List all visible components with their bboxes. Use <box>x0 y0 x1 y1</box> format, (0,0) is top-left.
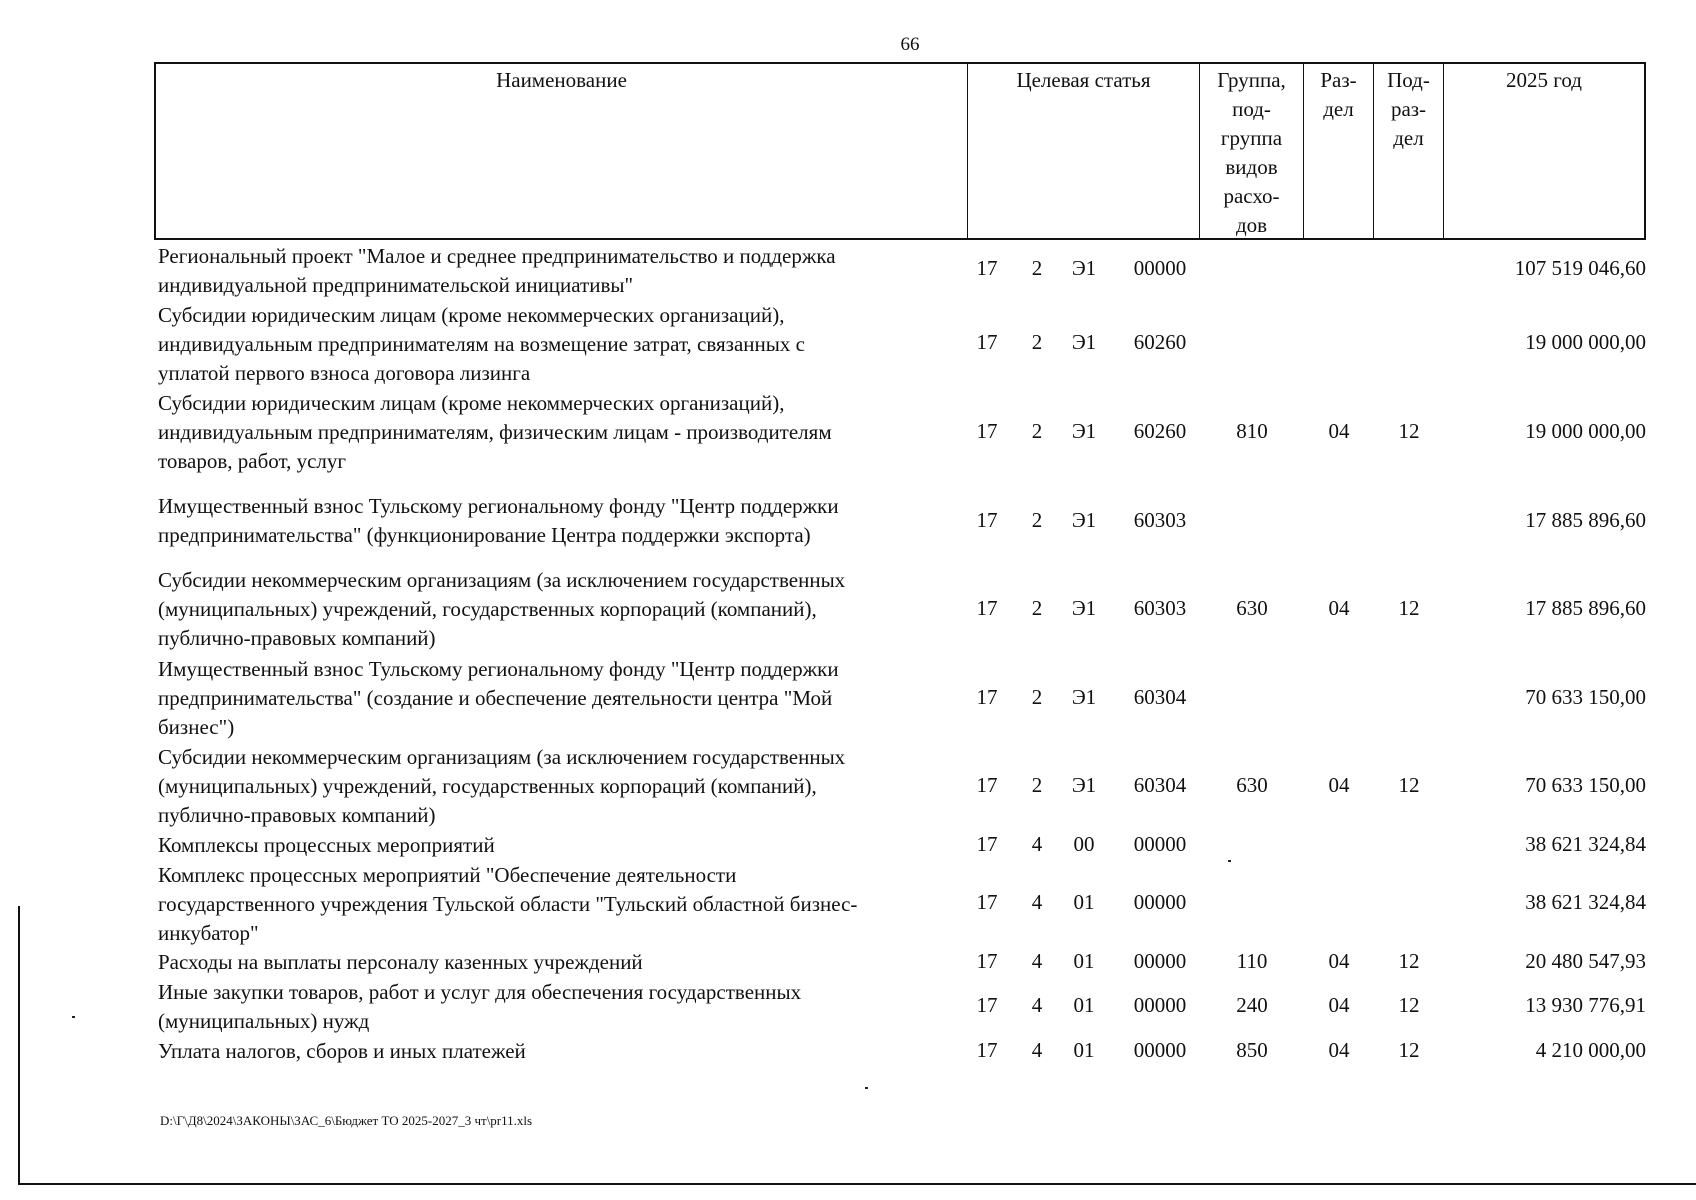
target-code-program: 17 <box>976 596 998 620</box>
scan-speck <box>1228 860 1231 862</box>
header-group-line: Группа, <box>1217 68 1286 92</box>
header-subsection <box>1374 64 1444 238</box>
amount-2025: 4 210 000,00 <box>1535 1038 1646 1062</box>
target-code-project: 01 <box>1073 993 1095 1017</box>
amount-2025: 17 885 896,60 <box>1525 508 1646 532</box>
scan-speck <box>865 1087 868 1089</box>
section-code: 04 <box>1328 596 1350 620</box>
target-code-project: Э1 <box>1071 256 1097 280</box>
target-code-direction: 00000 <box>1133 256 1187 280</box>
scan-left-edge <box>18 906 20 1184</box>
target-code-project: 00 <box>1073 832 1095 856</box>
header-section-line: дел <box>1323 97 1354 121</box>
row-name-line: инкубатор" <box>158 921 259 945</box>
subsection-code: 12 <box>1398 419 1420 443</box>
section-code: 04 <box>1328 419 1350 443</box>
header-group-line: дов <box>1235 213 1268 237</box>
target-code-program: 17 <box>976 330 998 354</box>
row-name-line: Расходы на выплаты персоналу казенных учреждений <box>158 950 643 974</box>
expense-group: 850 <box>1236 1038 1268 1062</box>
target-code-direction: 00000 <box>1133 949 1187 973</box>
amount-2025: 38 621 324,84 <box>1525 890 1646 914</box>
row-name-line: Имущественный взнос Тульскому региональному фонду "Центр поддержки <box>158 657 839 681</box>
footer-file-path: D:\Г\Д8\2024\ЗАКОНЫ\ЗАС_6\Бюджет ТО 2025-2027_3 чт\pr11.xls <box>160 1113 533 1128</box>
expense-group: 240 <box>1236 993 1268 1017</box>
amount-2025: 70 633 150,00 <box>1525 685 1646 709</box>
row-name <box>158 242 958 300</box>
target-code-type: 2 <box>1031 256 1043 280</box>
header-year-label: 2025 год <box>1506 68 1582 92</box>
target-code-type: 2 <box>1031 419 1043 443</box>
row-name-line: Уплата налогов, сборов и иных платежей <box>158 1039 526 1063</box>
amount-2025: 70 633 150,00 <box>1525 773 1646 797</box>
header-group-line: видов <box>1225 155 1278 179</box>
subsection-code: 12 <box>1398 949 1420 973</box>
target-code-type: 2 <box>1031 330 1043 354</box>
header-section <box>1304 64 1374 238</box>
target-code-program: 17 <box>976 1038 998 1062</box>
subsection-code: 12 <box>1398 596 1420 620</box>
header-group-line: расхо- <box>1223 184 1280 208</box>
subsection-code: 12 <box>1398 993 1420 1017</box>
header-subsection-line: раз- <box>1390 97 1427 121</box>
expense-group: 630 <box>1236 596 1268 620</box>
header-group <box>1200 64 1304 238</box>
target-code-type: 4 <box>1031 949 1043 973</box>
row-name <box>158 831 958 860</box>
row-name-line: (муниципальных) нужд <box>158 1009 370 1033</box>
row-name <box>158 655 958 742</box>
amount-2025: 107 519 046,60 <box>1514 256 1646 280</box>
row-name-line: государственного учреждения Тульской области "Тульский областной бизнес- <box>158 892 858 916</box>
row-name <box>158 743 958 830</box>
target-code-type: 4 <box>1031 890 1043 914</box>
target-code-project: 01 <box>1073 890 1095 914</box>
header-group-line: под- <box>1232 97 1271 121</box>
row-name-line: бизнес") <box>158 715 235 739</box>
target-code-direction: 60303 <box>1133 508 1187 532</box>
row-name-line: (муниципальных) учреждений, государственных корпораций (компаний), <box>158 774 817 798</box>
amount-2025: 20 480 547,93 <box>1525 949 1646 973</box>
row-name-line: предпринимательства" (создание и обеспечение деятельности центра "Мой <box>158 686 833 710</box>
row-name-line: Имущественный взнос Тульскому региональному фонду "Центр поддержки <box>158 494 839 518</box>
row-name-line: Иные закупки товаров, работ и услуг для обеспечения государственных <box>158 980 802 1004</box>
table-header <box>154 62 1646 240</box>
target-code-program: 17 <box>976 949 998 973</box>
row-name <box>158 566 958 653</box>
row-name-line: Субсидии некоммерческим организациям (за исключением государственных <box>158 568 846 592</box>
row-name-line: предпринимательства" (функционирование Центра поддержки экспорта) <box>158 523 811 547</box>
target-code-program: 17 <box>976 256 998 280</box>
target-code-type: 2 <box>1031 773 1043 797</box>
expense-group: 630 <box>1236 773 1268 797</box>
section-code: 04 <box>1328 993 1350 1017</box>
row-name-line: Региональный проект "Малое и среднее предпринимательство и поддержка <box>158 244 836 268</box>
row-name-line: Комплекс процессных мероприятий "Обеспечение деятельности <box>158 863 737 887</box>
row-name-line: Субсидии юридическим лицам (кроме некоммерческих организаций), <box>158 391 785 415</box>
amount-2025: 17 885 896,60 <box>1525 596 1646 620</box>
row-name-line: уплатой первого взноса договора лизинга <box>158 361 531 385</box>
target-code-program: 17 <box>976 419 998 443</box>
target-code-type: 4 <box>1031 832 1043 856</box>
target-code-type: 2 <box>1031 508 1043 532</box>
row-name-line: индивидуальной предпринимательской инициативы" <box>158 273 634 297</box>
target-code-direction: 00000 <box>1133 832 1187 856</box>
row-name <box>158 948 958 977</box>
header-group-line: группа <box>1220 126 1283 150</box>
row-name-line: товаров, работ, услуг <box>158 449 347 473</box>
row-name <box>158 492 958 550</box>
header-name <box>156 64 968 238</box>
scan-bottom-edge <box>18 1183 1696 1185</box>
amount-2025: 38 621 324,84 <box>1525 832 1646 856</box>
target-code-program: 17 <box>976 508 998 532</box>
target-code-direction: 00000 <box>1133 993 1187 1017</box>
target-code-program: 17 <box>976 773 998 797</box>
amount-2025: 19 000 000,00 <box>1525 330 1646 354</box>
target-code-direction: 60260 <box>1133 419 1187 443</box>
target-code-direction: 00000 <box>1133 890 1187 914</box>
header-year <box>1444 64 1644 238</box>
row-name-line: (муниципальных) учреждений, государственных корпораций (компаний), <box>158 597 817 621</box>
amount-2025: 19 000 000,00 <box>1525 419 1646 443</box>
target-code-program: 17 <box>976 993 998 1017</box>
scan-speck <box>72 1016 75 1018</box>
row-name-line: публично-правовых компаний) <box>158 626 436 650</box>
target-code-program: 17 <box>976 832 998 856</box>
target-code-program: 17 <box>976 685 998 709</box>
row-name-line: Субсидии юридическим лицам (кроме некоммерческих организаций), <box>158 303 785 327</box>
target-code-direction: 60304 <box>1133 685 1187 709</box>
header-subsection-line: Под- <box>1387 68 1430 92</box>
target-code-program: 17 <box>976 890 998 914</box>
target-code-project: 01 <box>1073 1038 1095 1062</box>
target-code-direction: 60303 <box>1133 596 1187 620</box>
row-name <box>158 389 958 476</box>
row-name-line: индивидуальным предпринимателям, физическим лицам - производителям <box>158 420 832 444</box>
target-code-project: Э1 <box>1071 773 1097 797</box>
target-code-type: 2 <box>1031 685 1043 709</box>
target-code-type: 2 <box>1031 596 1043 620</box>
expense-group: 810 <box>1236 419 1268 443</box>
target-code-direction: 60260 <box>1133 330 1187 354</box>
amount-2025: 13 930 776,91 <box>1525 993 1646 1017</box>
section-code: 04 <box>1328 949 1350 973</box>
row-name-line: индивидуальным предпринимателям на возмещение затрат, связанных с <box>158 332 805 356</box>
row-name <box>158 861 958 948</box>
target-code-direction: 00000 <box>1133 1038 1187 1062</box>
target-code-project: Э1 <box>1071 330 1097 354</box>
section-code: 04 <box>1328 1038 1350 1062</box>
subsection-code: 12 <box>1398 1038 1420 1062</box>
target-code-project: Э1 <box>1071 508 1097 532</box>
expense-group: 110 <box>1236 949 1268 973</box>
target-code-type: 4 <box>1031 1038 1043 1062</box>
row-name <box>158 1037 958 1066</box>
target-code-type: 4 <box>1031 993 1043 1017</box>
row-name <box>158 978 958 1036</box>
target-code-direction: 60304 <box>1133 773 1187 797</box>
subsection-code: 12 <box>1398 773 1420 797</box>
row-name-line: Комплексы процессных мероприятий <box>158 833 495 857</box>
target-code-project: Э1 <box>1071 419 1097 443</box>
row-name <box>158 301 958 388</box>
header-name-label: Наименование <box>496 68 627 92</box>
row-name-line: публично-правовых компаний) <box>158 803 436 827</box>
page-number: 66 <box>900 34 920 55</box>
target-code-project: Э1 <box>1071 685 1097 709</box>
header-target-article-label: Целевая статья <box>1016 68 1151 92</box>
target-code-project: 01 <box>1073 949 1095 973</box>
section-code: 04 <box>1328 773 1350 797</box>
target-code-project: Э1 <box>1071 596 1097 620</box>
header-section-line: Раз- <box>1320 68 1357 92</box>
row-name-line: Субсидии некоммерческим организациям (за исключением государственных <box>158 745 846 769</box>
header-target-article <box>968 64 1200 238</box>
header-subsection-line: дел <box>1393 126 1424 150</box>
